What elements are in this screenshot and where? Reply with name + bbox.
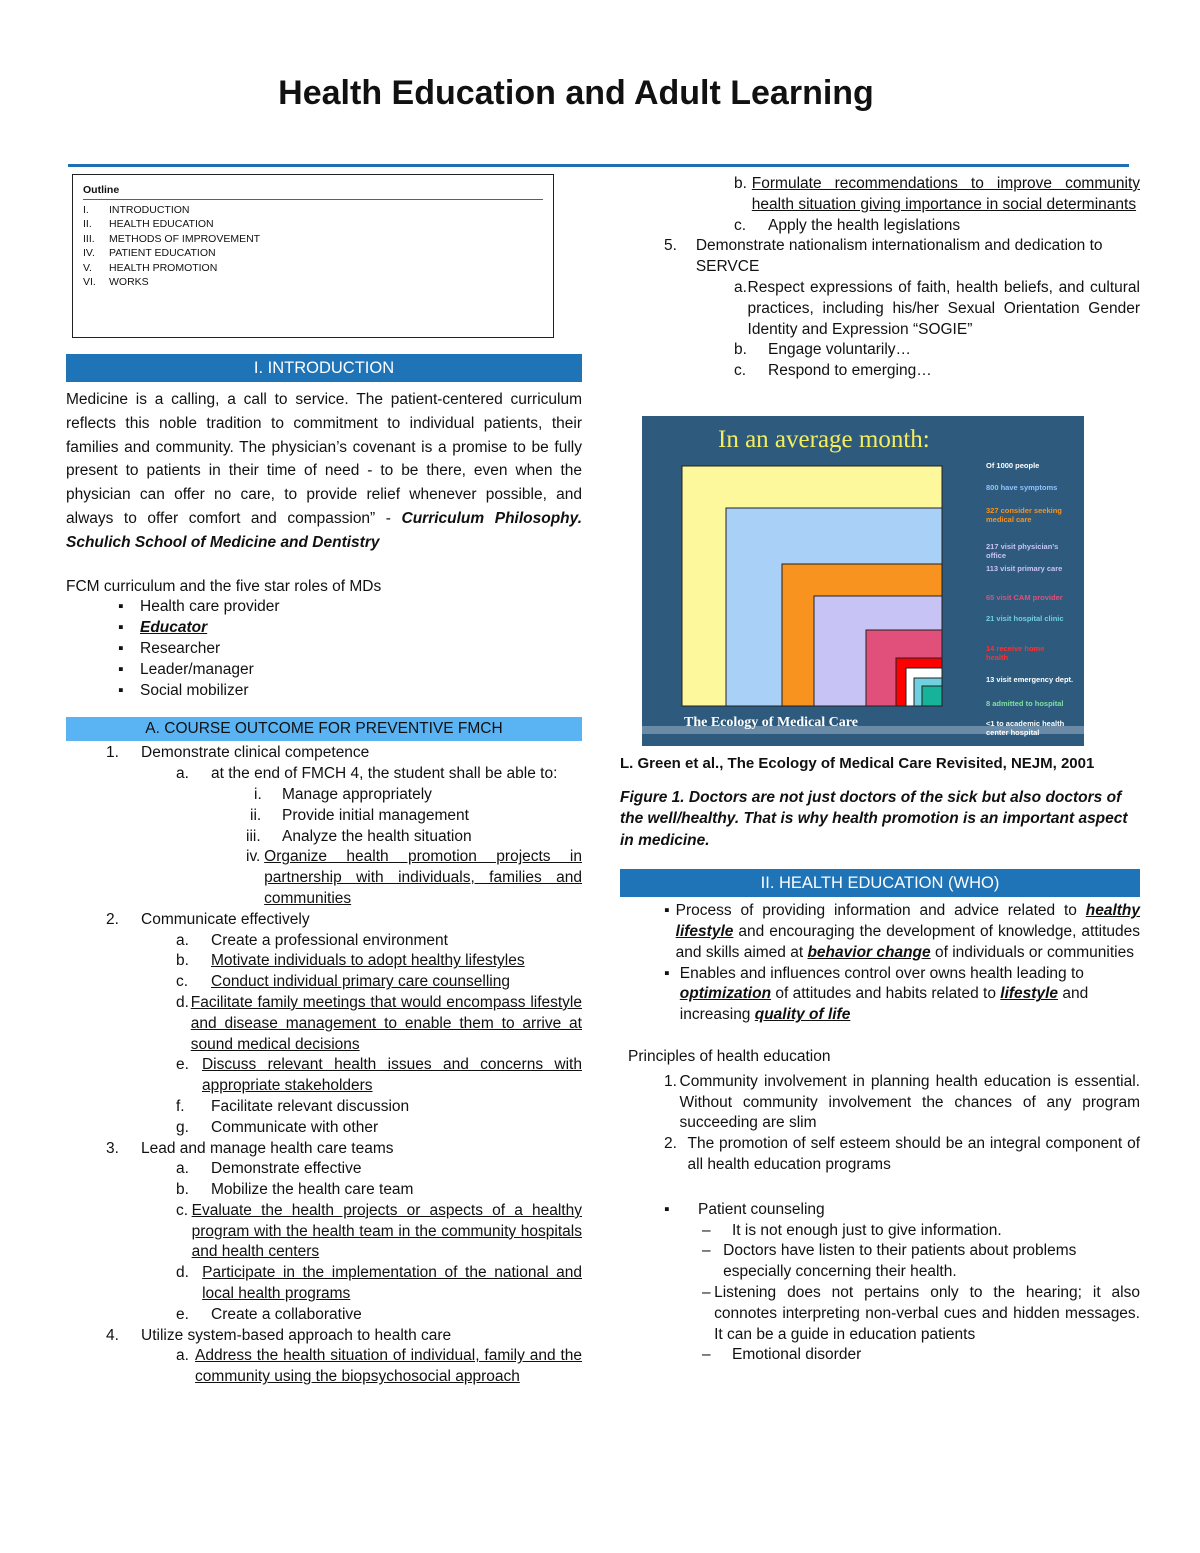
counseling-title: Patient counseling [698, 1200, 825, 1218]
roles-title: FCM curriculum and the five star roles of MDs [66, 577, 382, 595]
course-outcome-heading: A. COURSE OUTCOME FOR PREVENTIVE FMCH [66, 717, 582, 741]
list-item: ▪ Social mobilizer [118, 681, 249, 699]
outline-box [72, 174, 554, 338]
legend-label: 21 visit hospital clinic [986, 613, 1064, 623]
list-item: ▪ Researcher [118, 639, 221, 657]
list-item: ▪ Process of providing information and advice related to healthy lifestyle and encouraging the development of knowledge, attitudes and skills aimed at behavior change of individuals or communities [664, 902, 1140, 961]
intro-paragraph: Medicine is a calling, a call to service. The patient-centered curriculum reflects this noble tradition to commitment to individual patients, their families and community. The physician’s covenant is a promise to be fully present to patients in their time of need - to be there, even when the physician can offer no care, to provide relief whenever possible, and always to offer comfort and compassion” - Curriculum Philosophy. Schulich School of Medicine and Dentistry [66, 391, 582, 551]
list-item: ▪ Leader/manager [118, 660, 254, 678]
course-outcome-list: 1. Demonstrate clinical competence a. at the end of FMCH 4, the student shall be able to: i. Manage appropriately ii. Provide initial management iii. Analyze the health situation iv. Organize health promotion projects in partnership with individuals, families and communities 2. Communicate effectively a. Create a professional environment b. Motivate individuals to adopt healthy lifestyles c. Conduct individual primary care counselling d. Facilitate family meetings that would encompass lifestyle and disease management to enable them to arrive at sound medical decisions e. Discuss relevant health issues and concerns with appropriate stakeholders f. Facilitate relevant discussion g. Communicate with other 3. Lead and manage health care teams a. Demonstrate effective b. Mobilize the health care team c. Evaluate the health projects or aspects of a healthy program with the health team in the community hospitals and health centers d. Participate in the implementation of the national and local health programs e. Create a collaborative 4. Utilize system-based approach to health care a. Address the health situation of individual, family and the community using the biopsychosocial approach [106, 744, 582, 1386]
legend-label: 327 consider seeking medical care [986, 505, 1062, 524]
principles-title: Principles of health education [628, 1048, 831, 1066]
legend-label: 800 have symptoms [986, 482, 1058, 492]
figure-caption: Figure 1. Doctors are not just doctors of the sick but also doctors of the well/healthy. That is why health promotion is an important aspect in medicine. [620, 788, 1128, 849]
left-column [66, 174, 582, 1388]
introduction-heading: I. INTRODUCTION [66, 354, 582, 382]
right-column: b. Formulate recommendations to improve community health situation giving importance in social determinants c. Apply the health legislations 5. Demonstrate nationalism internationalism and dedication to SERVCE a. Respect expressions of faith, health beliefs, and cultural practices, including his/her Sexual Orientation Gender Identity and Expression “SOGIE” b. Engage voluntarily… c. Respond to emerging… In an average month: The Ecology of Medical Care Of 1000 people 800 have symptoms 327 consider seeking medical care 217 visit physician’s office 113 visit primary care 65 visit CAM provider 21 visit hospital clinic 14 receive home health 13 visit emergency dept. 8 admitted to hospital <1 to academic health center hospital L. Green et al., The Ecology of Medical Care Revisited, NEJM, 2001 Figure 1. Doctors are not just doctors of the sick but also doctors of the well/healthy. That is why health promotion is an important aspect in medicine. II. HEALTH EDUCATION (WHO) ▪ Process of providing information and advice related to healthy lifestyle and encouraging the development of knowledge, attitudes and skills aimed at behavior change of individuals or communities ▪ Enables and influences control over owns health leading to optimization of attitudes and habits related to lifestyle and increasing quality of life Principles of health education 1. Community involvement in planning health education is essential. Without community involvement the chances of any program succeeding are slim 2. The promotion of self esteem should be an integral component of all health education programs ▪ Patient counseling – It is not enough just to give information. – Doctors have listen to their patients about problems especially concerning their health. – Listening does not pertains only to the hearing; it also connotes interpreting non-verbal cues and hidden messages. It can be a guide in education patients – Emotional disorder [620, 175, 1140, 1364]
outline-item: IV. PATIENT EDUCATION [83, 247, 216, 259]
legend-label: <1 to academic health center hospital [986, 718, 1065, 737]
figure-citation: L. Green et al., The Ecology of Medical Care Revisited, NEJM, 2001 [620, 754, 1095, 772]
document-title: Health Education and Adult Learning [278, 74, 874, 112]
outline-item: I. INTRODUCTION [83, 203, 190, 216]
legend-label: Of 1000 people [986, 460, 1040, 470]
ecology-figure [642, 416, 1084, 746]
list-item: ▪ Educator [118, 619, 208, 637]
outline-item: VI. WORKS [83, 276, 149, 288]
outline-heading: Outline [83, 183, 543, 200]
outline-item: III. METHODS OF IMPROVEMENT [83, 232, 261, 245]
legend-label: 113 visit primary care [986, 563, 1063, 573]
legend-label: 8 admitted to hospital [986, 698, 1064, 708]
legend-label: 65 visit CAM provider [986, 592, 1063, 602]
list-item: ▪ Health care provider [118, 598, 280, 616]
list-item: ▪ Enables and influences control over owns health leading to optimization of attitudes and habits related to lifestyle and increasing quality of life [664, 964, 1089, 1024]
figure-title: In an average month: [718, 425, 930, 453]
square-8-admitted [922, 686, 942, 706]
legend-label: 13 visit emergency dept. [986, 674, 1074, 684]
legend-label: 217 visit physician’s office [986, 541, 1059, 560]
health-education-heading: II. HEALTH EDUCATION (WHO) [620, 869, 1140, 897]
figure-footer: The Ecology of Medical Care [684, 714, 858, 730]
legend-label: 14 receive home health [986, 643, 1045, 662]
title-rule [68, 164, 1129, 167]
outline-item: V. HEALTH PROMOTION [83, 261, 218, 274]
roles-list [118, 597, 582, 701]
intro-source: Curriculum Philosophy. Schulich School of Medicine and Dentistry [66, 509, 582, 551]
outline-item: II. HEALTH EDUCATION [83, 218, 214, 230]
